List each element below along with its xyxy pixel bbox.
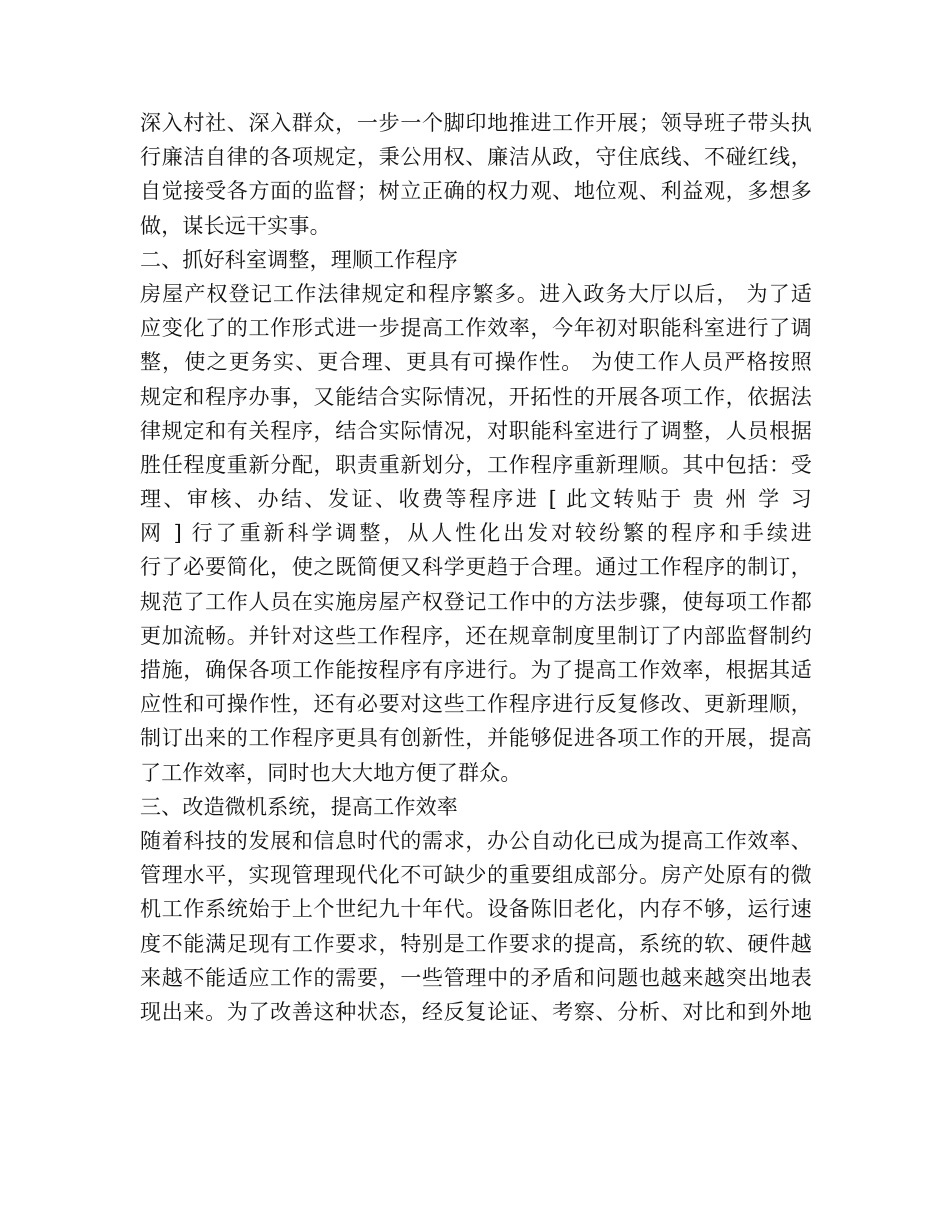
text-line: 措施，确保各项工作能按程序有序进行。为了提高工作效率，根据其适 [140, 658, 812, 682]
text-line: 整，使之更务实、更合理、更具有可操作性。 为使工作人员严格按照 [140, 350, 812, 375]
text-line: 深入村社、深入群众，一步一个脚印地推进工作开展；领导班子带头执 [140, 111, 812, 135]
text-line: 行了必要简化，使之既简便又科学更趋于合理。通过工作程序的制订， [140, 555, 812, 580]
text-line: 房屋产权登记工作法律规定和程序繁多。进入政务大厅以后， 为了适 [140, 281, 812, 306]
text-line: 了工作效率，同时也大大地方便了群众。 [140, 760, 522, 785]
text-line: 随着科技的发展和信息时代的需求，办公自动化已成为提高工作效率、 [140, 828, 812, 853]
text-line: 来越不能适应工作的需要，一些管理中的矛盾和问题也越来越突出地表 [140, 965, 812, 990]
text-line: 机工作系统始于上个世纪九十年代。设备陈旧老化，内存不够，运行速 [140, 897, 812, 922]
text-line: 胜任程度重新分配，职责重新划分，工作程序重新理顺。其中包括：受 [140, 452, 812, 477]
text-line: 度不能满足现有工作要求，特别是工作要求的提高，系统的软、硬件越 [140, 931, 812, 956]
text-line: 理、审核、办结、发证、收费等程序进 [ 此文转贴于 贵 州 学 习 [140, 487, 812, 512]
text-line: 自觉接受各方面的监督；树立正确的权力观、地位观、利益观，多想多 [140, 179, 812, 204]
text-line: 现出来。为了改善这种状态，经反复论证、考察、分析、对比和到外地 [140, 999, 812, 1024]
text-line: 行廉洁自律的各项规定，秉公用权、廉洁从政，守住底线、不碰红线， [140, 145, 812, 170]
text-line: 应性和可操作性，还有必要对这些工作程序进行反复修改、更新理顺， [140, 692, 812, 717]
text-line: 做，谋长远干实事。 [140, 213, 331, 238]
text-line: 二、抓好科室调整，理顺工作程序 [140, 247, 458, 272]
text-line: 管理水平，实现管理现代化不可缺少的重要组成部分。房产处原有的微 [140, 863, 812, 888]
text-line: 制订出来的工作程序更具有创新性，并能够促进各项工作的开展，提高 [140, 726, 812, 751]
text-line: 律规定和有关程序，结合实际情况，对职能科室进行了调整，人员根据 [140, 418, 812, 443]
text-line: 更加流畅。并针对这些工作程序，还在规章制度里制订了内部监督制约 [140, 623, 812, 648]
text-line: 网 ] 行了重新科学调整，从人性化出发对较纷繁的程序和手续进 [140, 521, 812, 546]
text-line: 规定和程序办事，又能结合实际情况，开拓性的开展各项工作，依据法 [140, 384, 812, 409]
document-body [140, 106, 812, 1029]
text-line: 三、改造微机系统，提高工作效率 [140, 794, 458, 819]
text-line: 应变化了的工作形式进一步提高工作效率，今年初对职能科室进行了调 [140, 316, 812, 341]
text-line: 规范了工作人员在实施房屋产权登记工作中的方法步骤，使每项工作都 [140, 589, 812, 614]
